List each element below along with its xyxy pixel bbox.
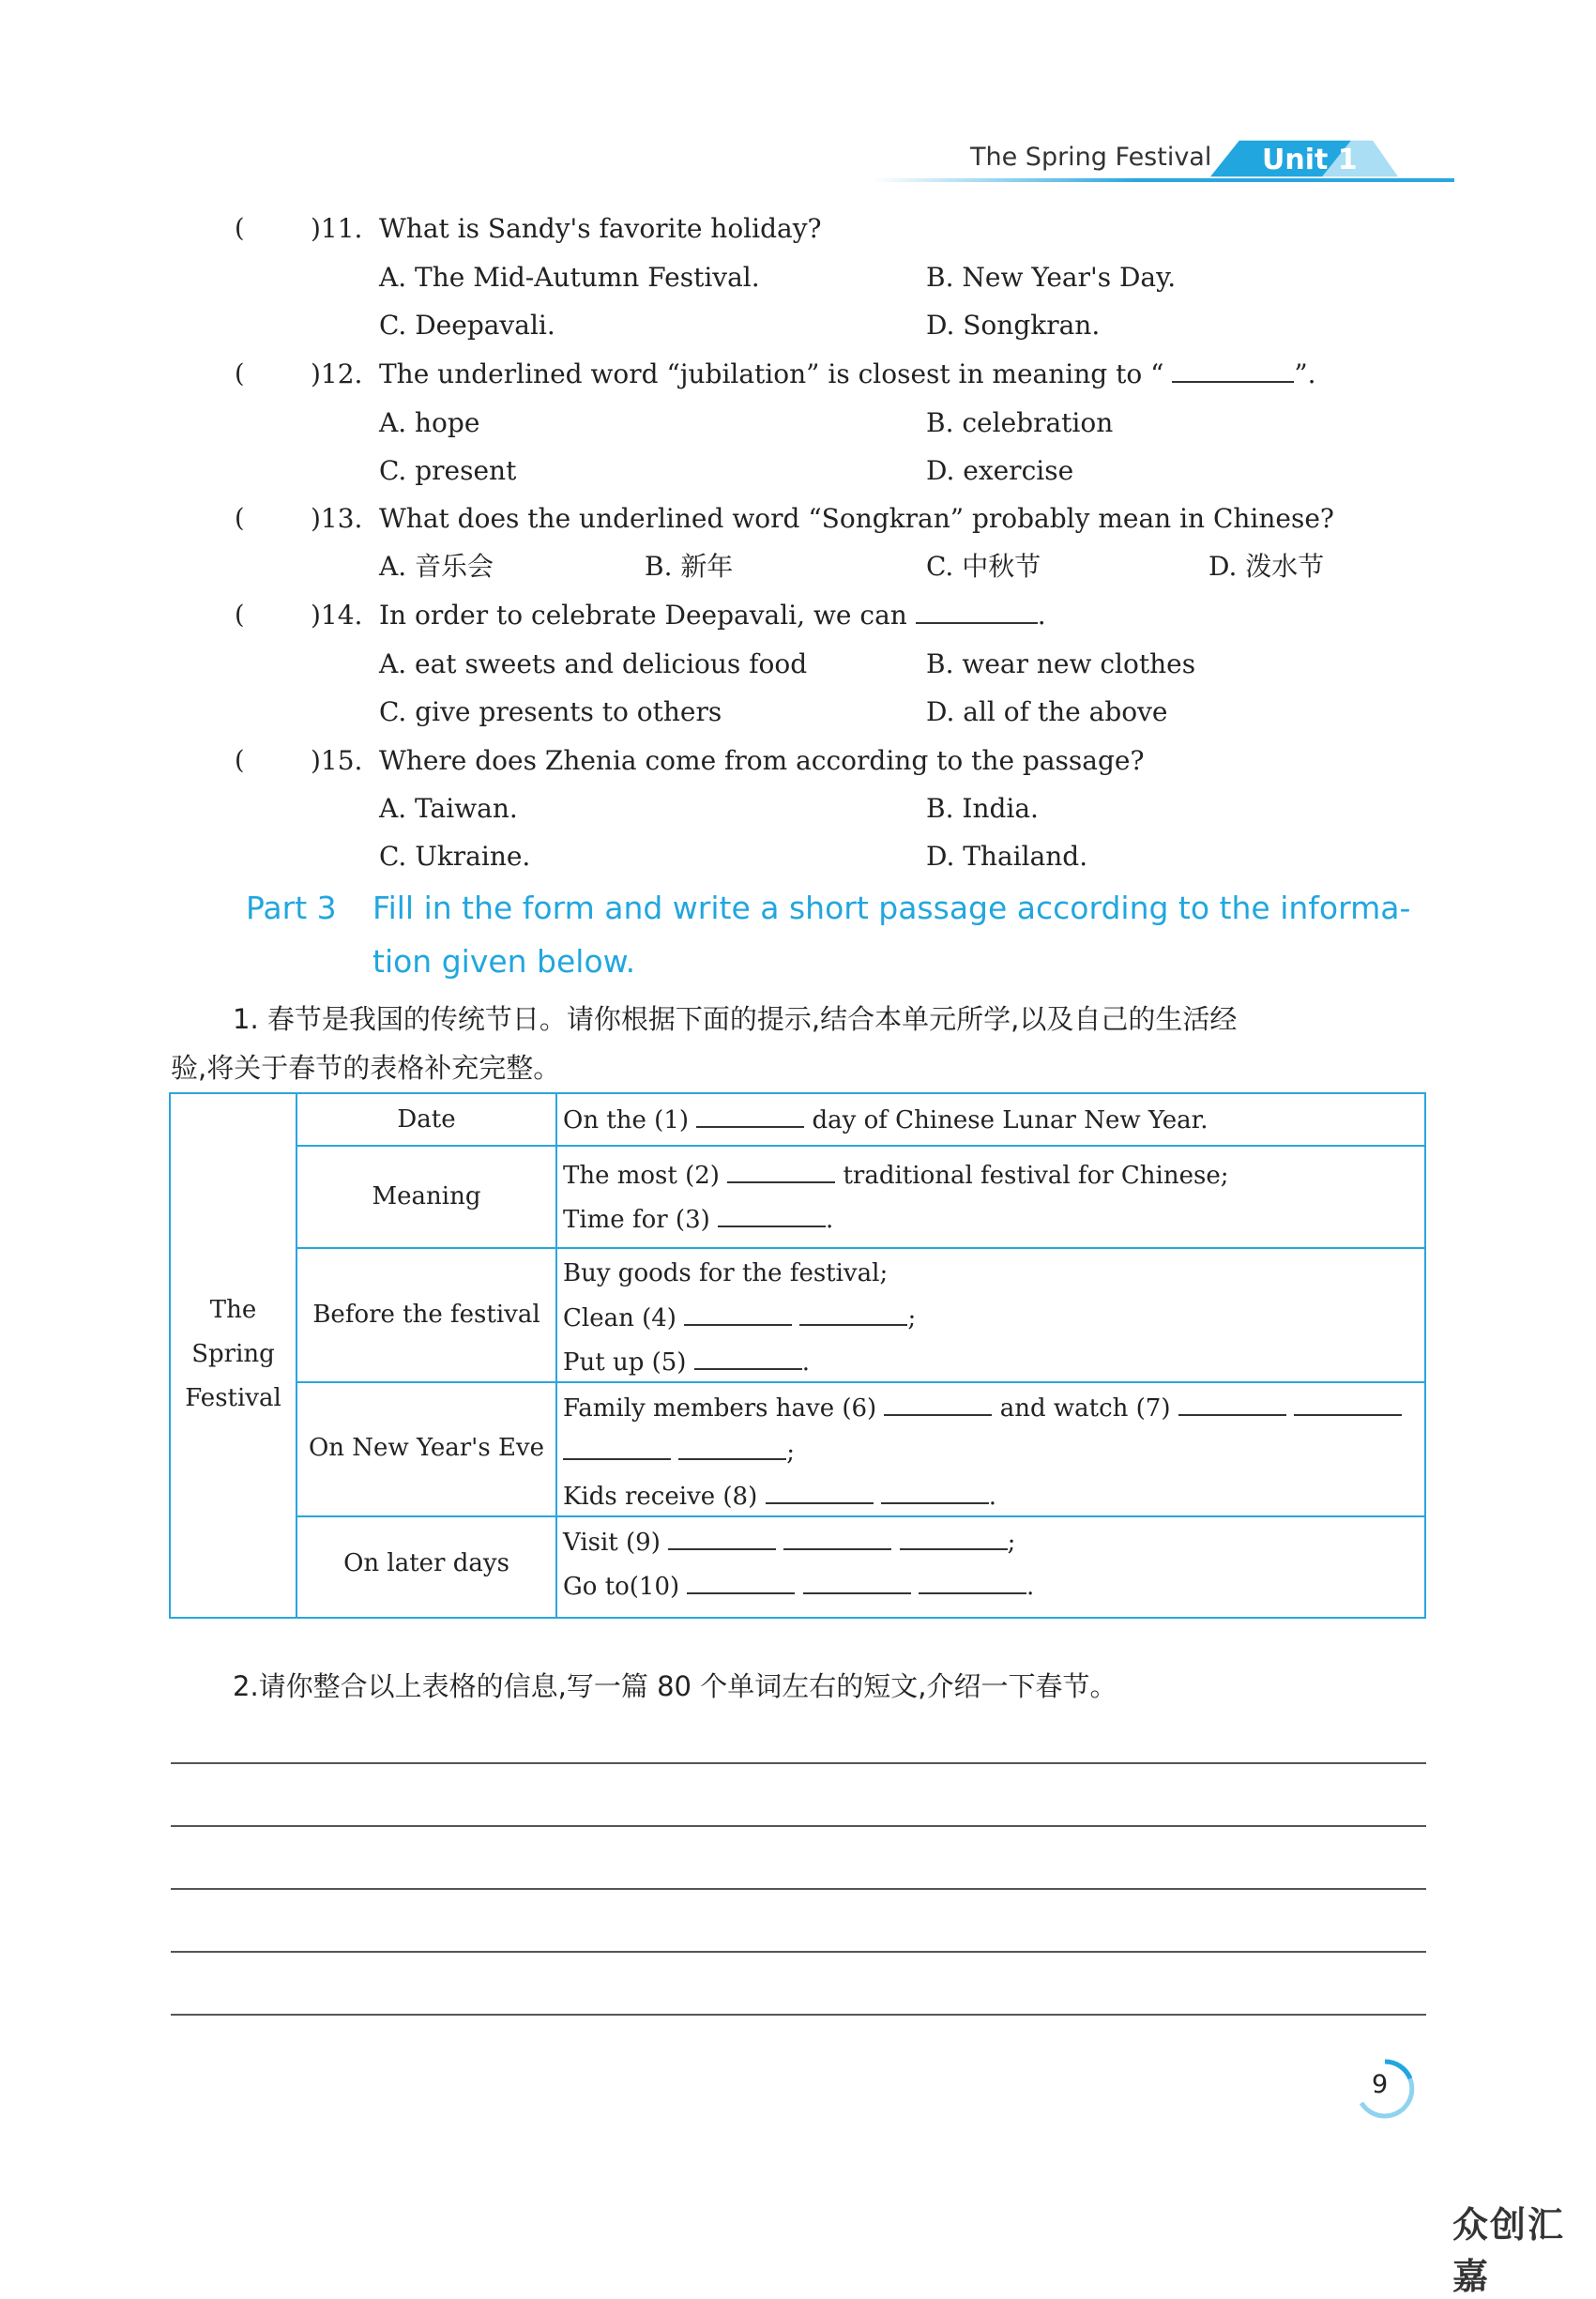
part3-title-line1: Fill in the form and write a short passage according to the informa- bbox=[372, 890, 1411, 926]
table-topic: The Spring Festival bbox=[185, 1296, 281, 1412]
row-content-meaning-2: Time for (3) . bbox=[563, 1206, 834, 1234]
row-content-later-1: Visit (9) ; bbox=[563, 1529, 1016, 1557]
writing-line[interactable] bbox=[171, 1762, 1426, 1764]
row-content-before-2: Clean (4) ; bbox=[563, 1304, 917, 1332]
option-d: D. 泼水节 bbox=[1208, 551, 1325, 582]
part3-heading bbox=[246, 890, 1410, 926]
row-content-meaning-1: The most (2) traditional festival for Chinese; bbox=[563, 1162, 1229, 1190]
row-content-later-2: Go to(10) . bbox=[563, 1573, 1035, 1601]
row-content-eve-2: ; bbox=[563, 1439, 795, 1465]
option-a: A. hope bbox=[379, 407, 480, 438]
question-number: )14. bbox=[311, 600, 363, 631]
option-c: C. give presents to others bbox=[379, 696, 722, 727]
option-d: D. Thailand. bbox=[926, 841, 1088, 872]
spring-festival-table bbox=[169, 1092, 1426, 1619]
option-a: A. 音乐会 bbox=[379, 551, 494, 582]
row-label-before: Before the festival bbox=[312, 1301, 540, 1329]
part3-label: Part 3 bbox=[246, 890, 337, 926]
writing-line[interactable] bbox=[171, 1951, 1426, 1953]
row-content-eve-3: Kids receive (8) . bbox=[563, 1483, 997, 1511]
instruction-1-line1: 1. 春节是我国的传统节日。请你根据下面的提示,结合本单元所学,以及自己的生活经 bbox=[233, 1003, 1238, 1035]
unit-label: Unit 1 bbox=[1262, 144, 1358, 176]
instruction-1-line2: 验,将关于春节的表格补充完整。 bbox=[171, 1052, 561, 1084]
question-stem: What does the underlined word “Songkran” probably mean in Chinese? bbox=[379, 503, 1334, 534]
row-content-date: On the (1) day of Chinese Lunar New Year. bbox=[563, 1106, 1208, 1134]
question-number: )13. bbox=[311, 503, 363, 534]
option-d: D. all of the above bbox=[926, 696, 1168, 727]
option-c: C. Ukraine. bbox=[379, 841, 531, 872]
page-number: 9 bbox=[1372, 2070, 1389, 2099]
answer-paren: ( bbox=[235, 746, 245, 775]
row-content-before-3: Put up (5) . bbox=[563, 1348, 810, 1377]
writing-line[interactable] bbox=[171, 1825, 1426, 1827]
row-content-eve-1: Family members have (6) and watch (7) bbox=[563, 1395, 1402, 1421]
question-stem: Where does Zhenia come from according to the passage? bbox=[379, 745, 1145, 776]
option-b: B. wear new clothes bbox=[926, 648, 1196, 679]
option-a: A. Taiwan. bbox=[379, 793, 518, 824]
header-title: The Spring Festival bbox=[970, 143, 1212, 172]
question-stem: In order to celebrate Deepavali, we can . bbox=[379, 600, 1046, 631]
answer-paren: ( bbox=[235, 601, 245, 630]
option-d: D. Songkran. bbox=[926, 310, 1101, 341]
row-label-date: Date bbox=[397, 1105, 456, 1134]
option-b: B. India. bbox=[926, 793, 1039, 824]
answer-paren: ( bbox=[235, 504, 245, 533]
question-number: )15. bbox=[311, 745, 363, 776]
question-number: )11. bbox=[311, 213, 363, 244]
option-d: D. exercise bbox=[926, 455, 1074, 486]
watermark: 众创汇嘉 bbox=[1452, 2204, 1566, 2297]
row-label-eve: On New Year's Eve bbox=[308, 1434, 544, 1462]
question-stem: The underlined word “jubilation” is closest in meaning to “ ”. bbox=[379, 358, 1316, 389]
option-a: A. The Mid-Autumn Festival. bbox=[379, 262, 760, 293]
option-c: C. Deepavali. bbox=[379, 310, 555, 341]
option-b: B. celebration bbox=[926, 407, 1114, 438]
part3-title-line2: tion given below. bbox=[372, 943, 636, 980]
row-content-before-1: Buy goods for the festival; bbox=[563, 1259, 889, 1287]
question-number: )12. bbox=[311, 358, 363, 389]
row-label-later: On later days bbox=[343, 1549, 509, 1577]
writing-line[interactable] bbox=[171, 1888, 1426, 1890]
option-c: C. present bbox=[379, 455, 517, 486]
question-stem: What is Sandy's favorite holiday? bbox=[379, 213, 822, 244]
option-c: C. 中秋节 bbox=[926, 551, 1041, 582]
writing-line[interactable] bbox=[171, 2014, 1426, 2016]
answer-paren: ( bbox=[235, 359, 245, 388]
option-b: B. 新年 bbox=[645, 551, 734, 582]
option-b: B. New Year's Day. bbox=[926, 262, 1177, 293]
instruction-2: 2.请你整合以上表格的信息,写一篇 80 个单词左右的短文,介绍一下春节。 bbox=[233, 1670, 1117, 1702]
row-label-meaning: Meaning bbox=[372, 1182, 481, 1210]
option-a: A. eat sweets and delicious food bbox=[379, 648, 808, 679]
answer-paren: ( bbox=[235, 214, 245, 243]
